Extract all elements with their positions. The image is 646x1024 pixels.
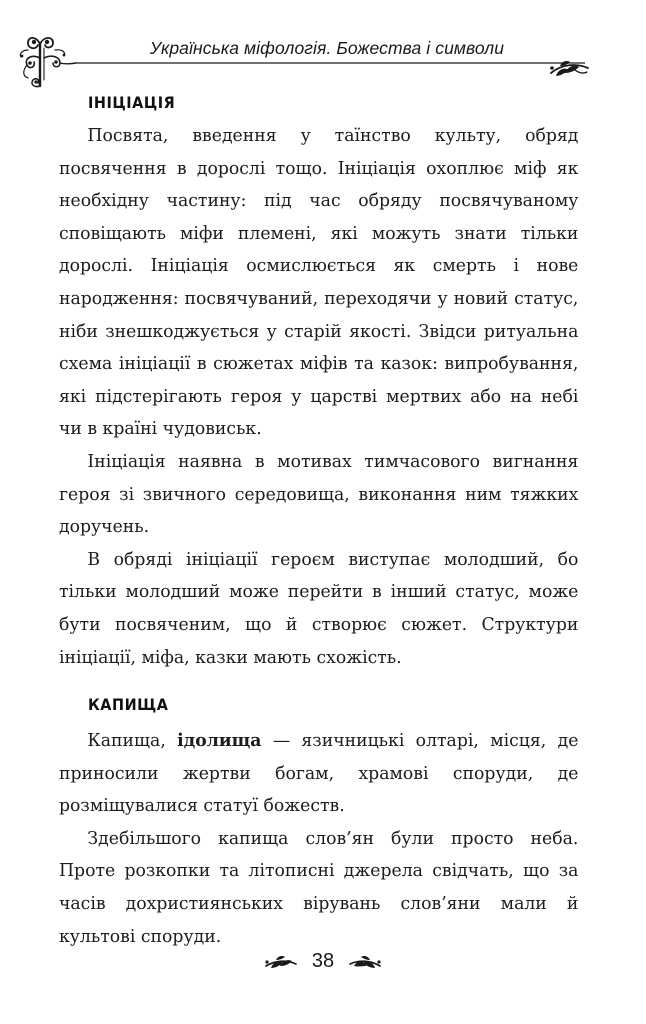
paragraph-rest: — язичницькі олтарі, місця, де приносили жертви богам, храмові споруди, де розміщувалися статуї божеств.: [59, 731, 579, 817]
paragraph-lead: Капища,: [87, 731, 178, 751]
entry-body-initiation: [59, 120, 578, 674]
leaf-flourish-icon: [350, 956, 381, 968]
page-number: 38: [311, 950, 335, 972]
entry-body-kapyshcha: [59, 725, 578, 953]
paragraph: Здебільшого капища слов’ян були просто неба. Проте розкопки та літописні джерела свідчать, що за часів дохристиянських вірувань слов’яни мали й культові споруди.: [59, 828, 579, 947]
page-footer: [0, 944, 646, 984]
paragraph: [59, 725, 578, 823]
entry-heading-kapyshcha: КАПИЩА: [88, 695, 169, 714]
entry-heading-initiation: ІНІЦІАЦІЯ: [88, 93, 176, 112]
bold-term: ідолища: [177, 730, 262, 751]
running-title: Українська міфологія. Божества і символи: [149, 38, 505, 58]
paragraph: Ініціація наявна в мотивах тимчасового вигнання героя зі звичного середовища, виконання ним тяжких доручень.: [59, 451, 579, 538]
paragraph: Посвята, введення у таїнство культу, обряд посвячення в дорослі тощо. Ініціація охоплює міф як необхідну частину: під час обряду посвячуваному сповіщають міфи племені, які можуть знати тільки дорослі. Ініціація осмислюється як смерть і нове народження: посвячуваний, переходячи у новий статус, ніби знешкоджується у старій якості. Звідси ритуальна схема ініціації в сюжетах міфів та казок: випробування, які підстерігають героя у царстві мертвих або на небі чи в країні чудовиськ.: [59, 126, 579, 440]
corner-flourish-dots: [21, 40, 66, 84]
running-header: [0, 0, 646, 90]
leaf-flourish-icon: [265, 956, 296, 968]
paragraph: В обряді ініціації героєм виступає молодший, бо тільки молодший може перейти в інший статус, може бути посвяченим, що й створює сюжет. Структури ініціації, міфа, казки мають схожість.: [59, 549, 579, 668]
